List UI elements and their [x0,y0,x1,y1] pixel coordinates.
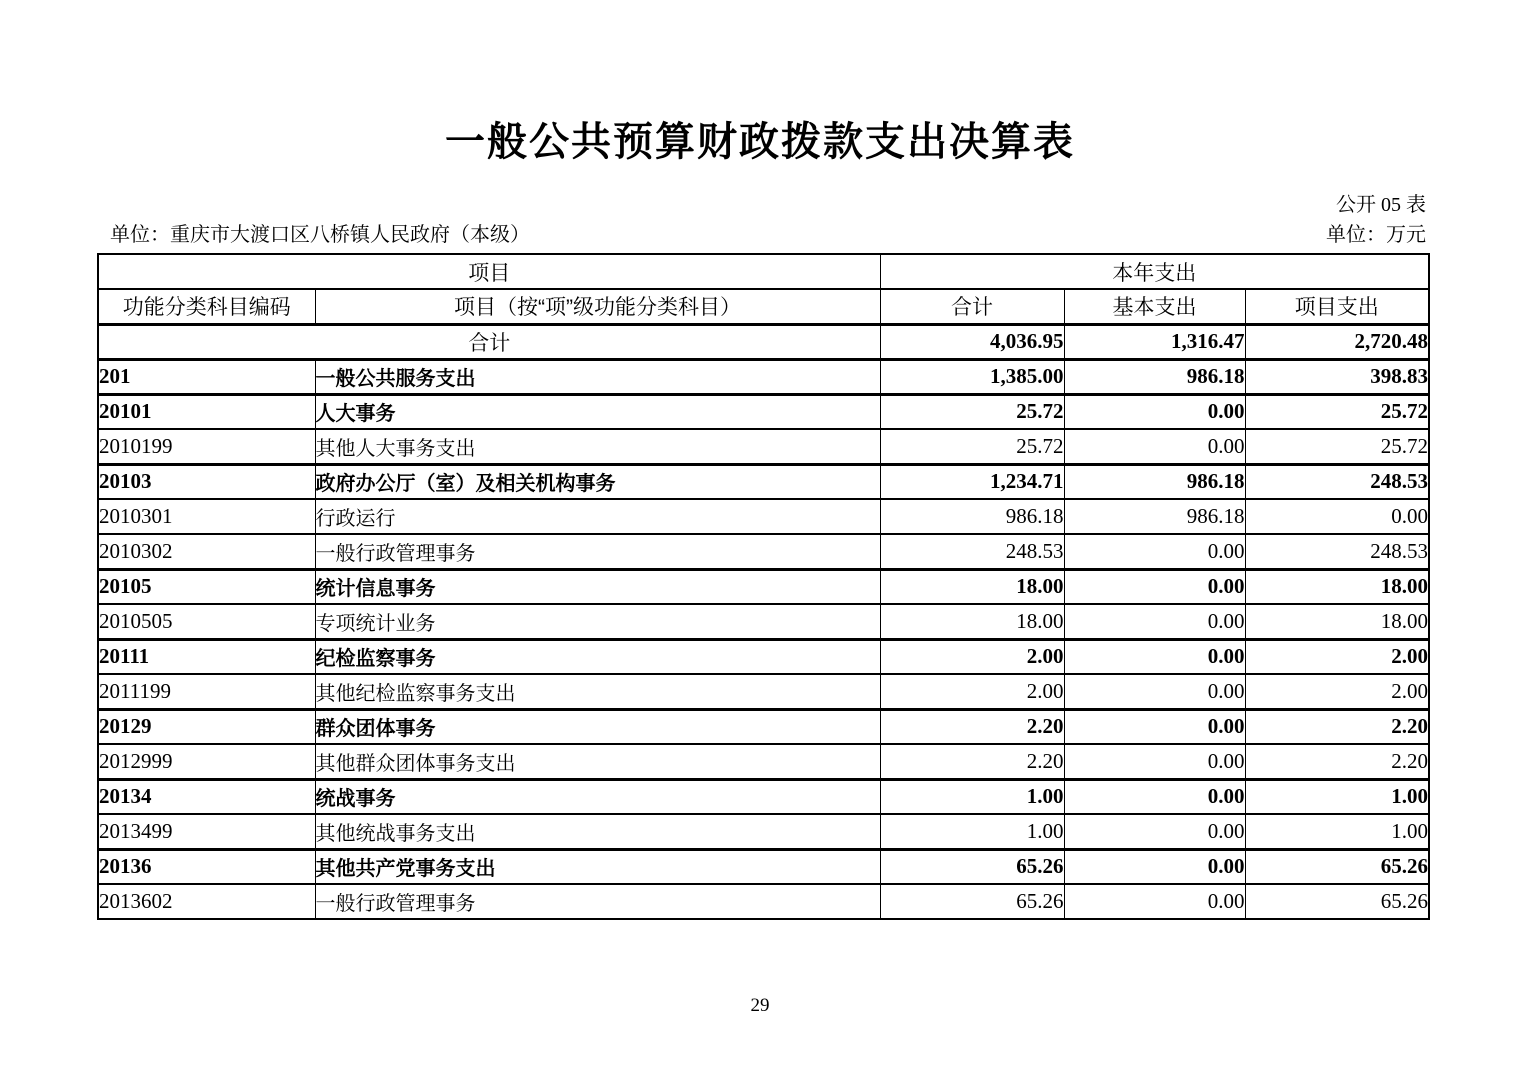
row-code: 2013602 [98,884,315,919]
row-basic-value: 0.00 [1064,709,1245,744]
row-project-value: 2.20 [1245,709,1429,744]
page-number: 29 [750,995,770,1016]
header-total-column: 合计 [880,289,1064,324]
row-basic-value: 0.00 [1064,604,1245,639]
row-total-value: 1,234.71 [880,464,1064,499]
header-code-column: 功能分类科目编码 [98,289,315,324]
row-code: 2013499 [98,814,315,849]
row-total-value: 2.00 [880,674,1064,709]
row-item-name: 其他人大事务支出 [315,429,880,464]
row-project-value: 65.26 [1245,849,1429,884]
row-basic-value: 0.00 [1064,534,1245,569]
row-item-name: 统战事务 [315,779,880,814]
row-basic-value: 986.18 [1064,464,1245,499]
row-item-name: 其他群众团体事务支出 [315,744,880,779]
table-row [98,604,1429,639]
row-item-name: 人大事务 [315,394,880,429]
row-total-value: 65.26 [880,849,1064,884]
row-code: 20134 [98,779,315,814]
row-total-value: 1.00 [880,779,1064,814]
row-project-value: 65.26 [1245,884,1429,919]
total-row-total-value: 4,036.95 [880,324,1064,359]
row-total-value: 2.20 [880,744,1064,779]
header-columns-row [98,289,1429,324]
row-project-value: 2.20 [1245,744,1429,779]
table-row [98,639,1429,674]
row-code: 20101 [98,394,315,429]
table-row [98,744,1429,779]
row-total-value: 248.53 [880,534,1064,569]
row-item-name: 其他共产党事务支出 [315,849,880,884]
header-item-group: 项目 [98,254,880,289]
table-total-row [98,324,1429,359]
table-row [98,569,1429,604]
table-row [98,499,1429,534]
table-row [98,359,1429,394]
row-item-name: 统计信息事务 [315,569,880,604]
table-code-label: 公开 05 表 [1336,194,1426,216]
row-basic-value: 0.00 [1064,744,1245,779]
meta-line [110,218,1426,247]
table-row [98,709,1429,744]
table-row [98,394,1429,429]
table-row [98,814,1429,849]
row-code: 2011199 [98,674,315,709]
row-item-name: 一般公共服务支出 [315,359,880,394]
row-project-value: 2.00 [1245,639,1429,674]
total-row-basic-value: 1,316.47 [1064,324,1245,359]
unit-label: 单位：万元 [1326,224,1426,246]
header-group-row [98,254,1429,289]
row-basic-value: 0.00 [1064,779,1245,814]
row-project-value: 25.72 [1245,429,1429,464]
row-total-value: 18.00 [880,569,1064,604]
row-basic-value: 0.00 [1064,639,1245,674]
header-basic-column: 基本支出 [1064,289,1245,324]
row-basic-value: 0.00 [1064,429,1245,464]
budget-table [97,253,1430,920]
row-code: 20136 [98,849,315,884]
row-basic-value: 0.00 [1064,884,1245,919]
row-basic-value: 0.00 [1064,849,1245,884]
org-label: 单位：重庆市大渡口区八桥镇人民政府（本级） [110,224,530,246]
table-row [98,464,1429,499]
row-total-value: 1,385.00 [880,359,1064,394]
row-code: 201 [98,359,315,394]
row-code: 2010199 [98,429,315,464]
header-item-column: 项目（按“项”级功能分类科目） [315,289,880,324]
row-code: 20111 [98,639,315,674]
row-item-name: 群众团体事务 [315,709,880,744]
row-total-value: 65.26 [880,884,1064,919]
row-basic-value: 0.00 [1064,394,1245,429]
row-code: 2010302 [98,534,315,569]
row-code: 2010301 [98,499,315,534]
total-row-label: 合计 [98,324,880,359]
table-row [98,674,1429,709]
page-title: 一般公共预算财政拨款支出决算表 [445,120,1075,164]
row-project-value: 1.00 [1245,779,1429,814]
row-project-value: 25.72 [1245,394,1429,429]
row-basic-value: 986.18 [1064,499,1245,534]
row-item-name: 其他统战事务支出 [315,814,880,849]
row-item-name: 其他纪检监察事务支出 [315,674,880,709]
row-project-value: 1.00 [1245,814,1429,849]
row-basic-value: 0.00 [1064,814,1245,849]
header-project-column: 项目支出 [1245,289,1429,324]
row-total-value: 25.72 [880,394,1064,429]
row-basic-value: 986.18 [1064,359,1245,394]
row-code: 20103 [98,464,315,499]
row-project-value: 2.00 [1245,674,1429,709]
row-project-value: 248.53 [1245,534,1429,569]
row-total-value: 18.00 [880,604,1064,639]
row-code: 20105 [98,569,315,604]
table-row [98,534,1429,569]
row-total-value: 986.18 [880,499,1064,534]
row-code: 2012999 [98,744,315,779]
row-total-value: 2.20 [880,709,1064,744]
row-item-name: 政府办公厅（室）及相关机构事务 [315,464,880,499]
row-project-value: 18.00 [1245,569,1429,604]
row-basic-value: 0.00 [1064,569,1245,604]
total-row-project-value: 2,720.48 [1245,324,1429,359]
row-item-name: 行政运行 [315,499,880,534]
row-project-value: 18.00 [1245,604,1429,639]
row-item-name: 一般行政管理事务 [315,534,880,569]
row-project-value: 398.83 [1245,359,1429,394]
row-item-name: 纪检监察事务 [315,639,880,674]
table-row [98,429,1429,464]
table-row [98,884,1429,919]
row-item-name: 一般行政管理事务 [315,884,880,919]
header-expenditure-group: 本年支出 [880,254,1429,289]
row-project-value: 0.00 [1245,499,1429,534]
table-row [98,779,1429,814]
table-row [98,849,1429,884]
row-total-value: 25.72 [880,429,1064,464]
row-code: 20129 [98,709,315,744]
row-basic-value: 0.00 [1064,674,1245,709]
row-total-value: 1.00 [880,814,1064,849]
row-total-value: 2.00 [880,639,1064,674]
row-item-name: 专项统计业务 [315,604,880,639]
row-project-value: 248.53 [1245,464,1429,499]
row-code: 2010505 [98,604,315,639]
